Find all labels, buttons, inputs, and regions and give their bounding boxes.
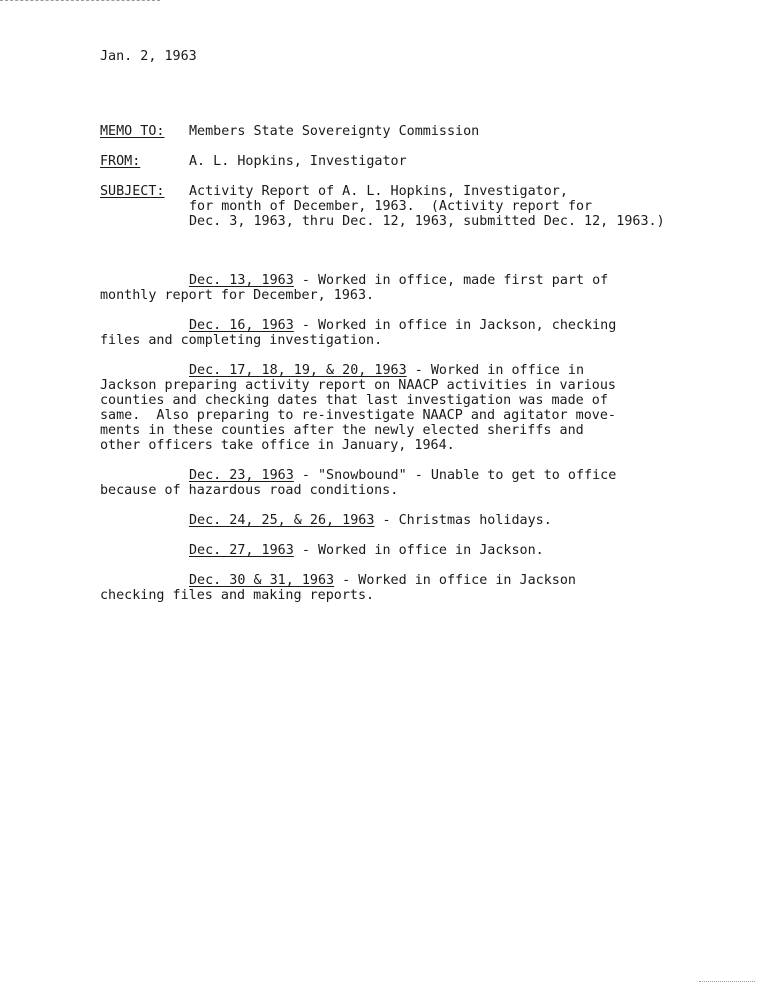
entry-dec-17-20 [100, 363, 690, 453]
from-label: FROM: [100, 154, 141, 169]
subject-label: SUBJECT: [100, 184, 165, 199]
memo-to-row [100, 124, 480, 139]
subject-value [189, 184, 665, 229]
entry-text: Jackson preparing activity report on NAACP activities in various [100, 378, 616, 393]
from-value: A. L. Hopkins, Investigator [189, 154, 407, 169]
memo-to-value: Members State Sovereignty Commission [189, 124, 480, 139]
entry-text: because of hazardous road conditions. [100, 483, 399, 498]
entry-text: - "Snowbound" - Unable to get to office [293, 468, 617, 483]
entry-date: Dec. 16, 1963 [189, 318, 294, 333]
subject-line: for month of December, 1963. (Activity report for [189, 199, 593, 214]
entry-date: Dec. 24, 25, & 26, 1963 [189, 513, 375, 528]
entry-date: Dec. 17, 18, 19, & 20, 1963 [189, 363, 407, 378]
entry-text: monthly report for December, 1963. [100, 288, 375, 303]
entry-text: - Christmas holidays. [374, 513, 552, 528]
entry-text: - Worked in office in Jackson. [293, 543, 544, 558]
memo-date: Jan. 2, 1963 [100, 49, 197, 64]
top-edge-mark [0, 0, 160, 3]
subject-line: Activity Report of A. L. Hopkins, Investigator, [189, 184, 568, 199]
entry-dec-23 [100, 468, 690, 498]
entry-dec-16 [100, 318, 690, 348]
entry-dec-24-26 [100, 513, 690, 528]
entry-text: - Worked in office, made first part of [293, 273, 609, 288]
entry-text: - Worked in office in Jackson, checking [293, 318, 617, 333]
subject-row [100, 184, 665, 229]
entry-text: other officers take office in January, 1964. [100, 438, 455, 453]
entry-text: - Worked in office in Jackson [334, 573, 576, 588]
entry-text: ments in these counties after the newly elected sheriffs and [100, 423, 584, 438]
entry-date: Dec. 23, 1963 [189, 468, 294, 483]
entry-text: - Worked in office in [406, 363, 585, 378]
entry-date: Dec. 27, 1963 [189, 543, 294, 558]
entry-dec-13 [100, 273, 690, 303]
from-row [100, 154, 407, 169]
entry-date: Dec. 13, 1963 [189, 273, 294, 288]
subject-line: Dec. 3, 1963, thru Dec. 12, 1963, submitted Dec. 12, 1963.) [189, 214, 665, 229]
entry-dec-27 [100, 543, 690, 558]
entry-date: Dec. 30 & 31, 1963 [189, 573, 335, 588]
entry-dec-30-31 [100, 573, 690, 603]
entry-text: same. Also preparing to re-investigate NAACP and agitator move- [100, 408, 616, 423]
entry-text: checking files and making reports. [100, 588, 375, 603]
memo-to-label: MEMO TO: [100, 124, 165, 139]
entry-text: files and completing investigation. [100, 333, 383, 348]
bottom-edge-mark [699, 981, 755, 984]
entry-text: counties and checking dates that last investigation was made of [100, 393, 608, 408]
